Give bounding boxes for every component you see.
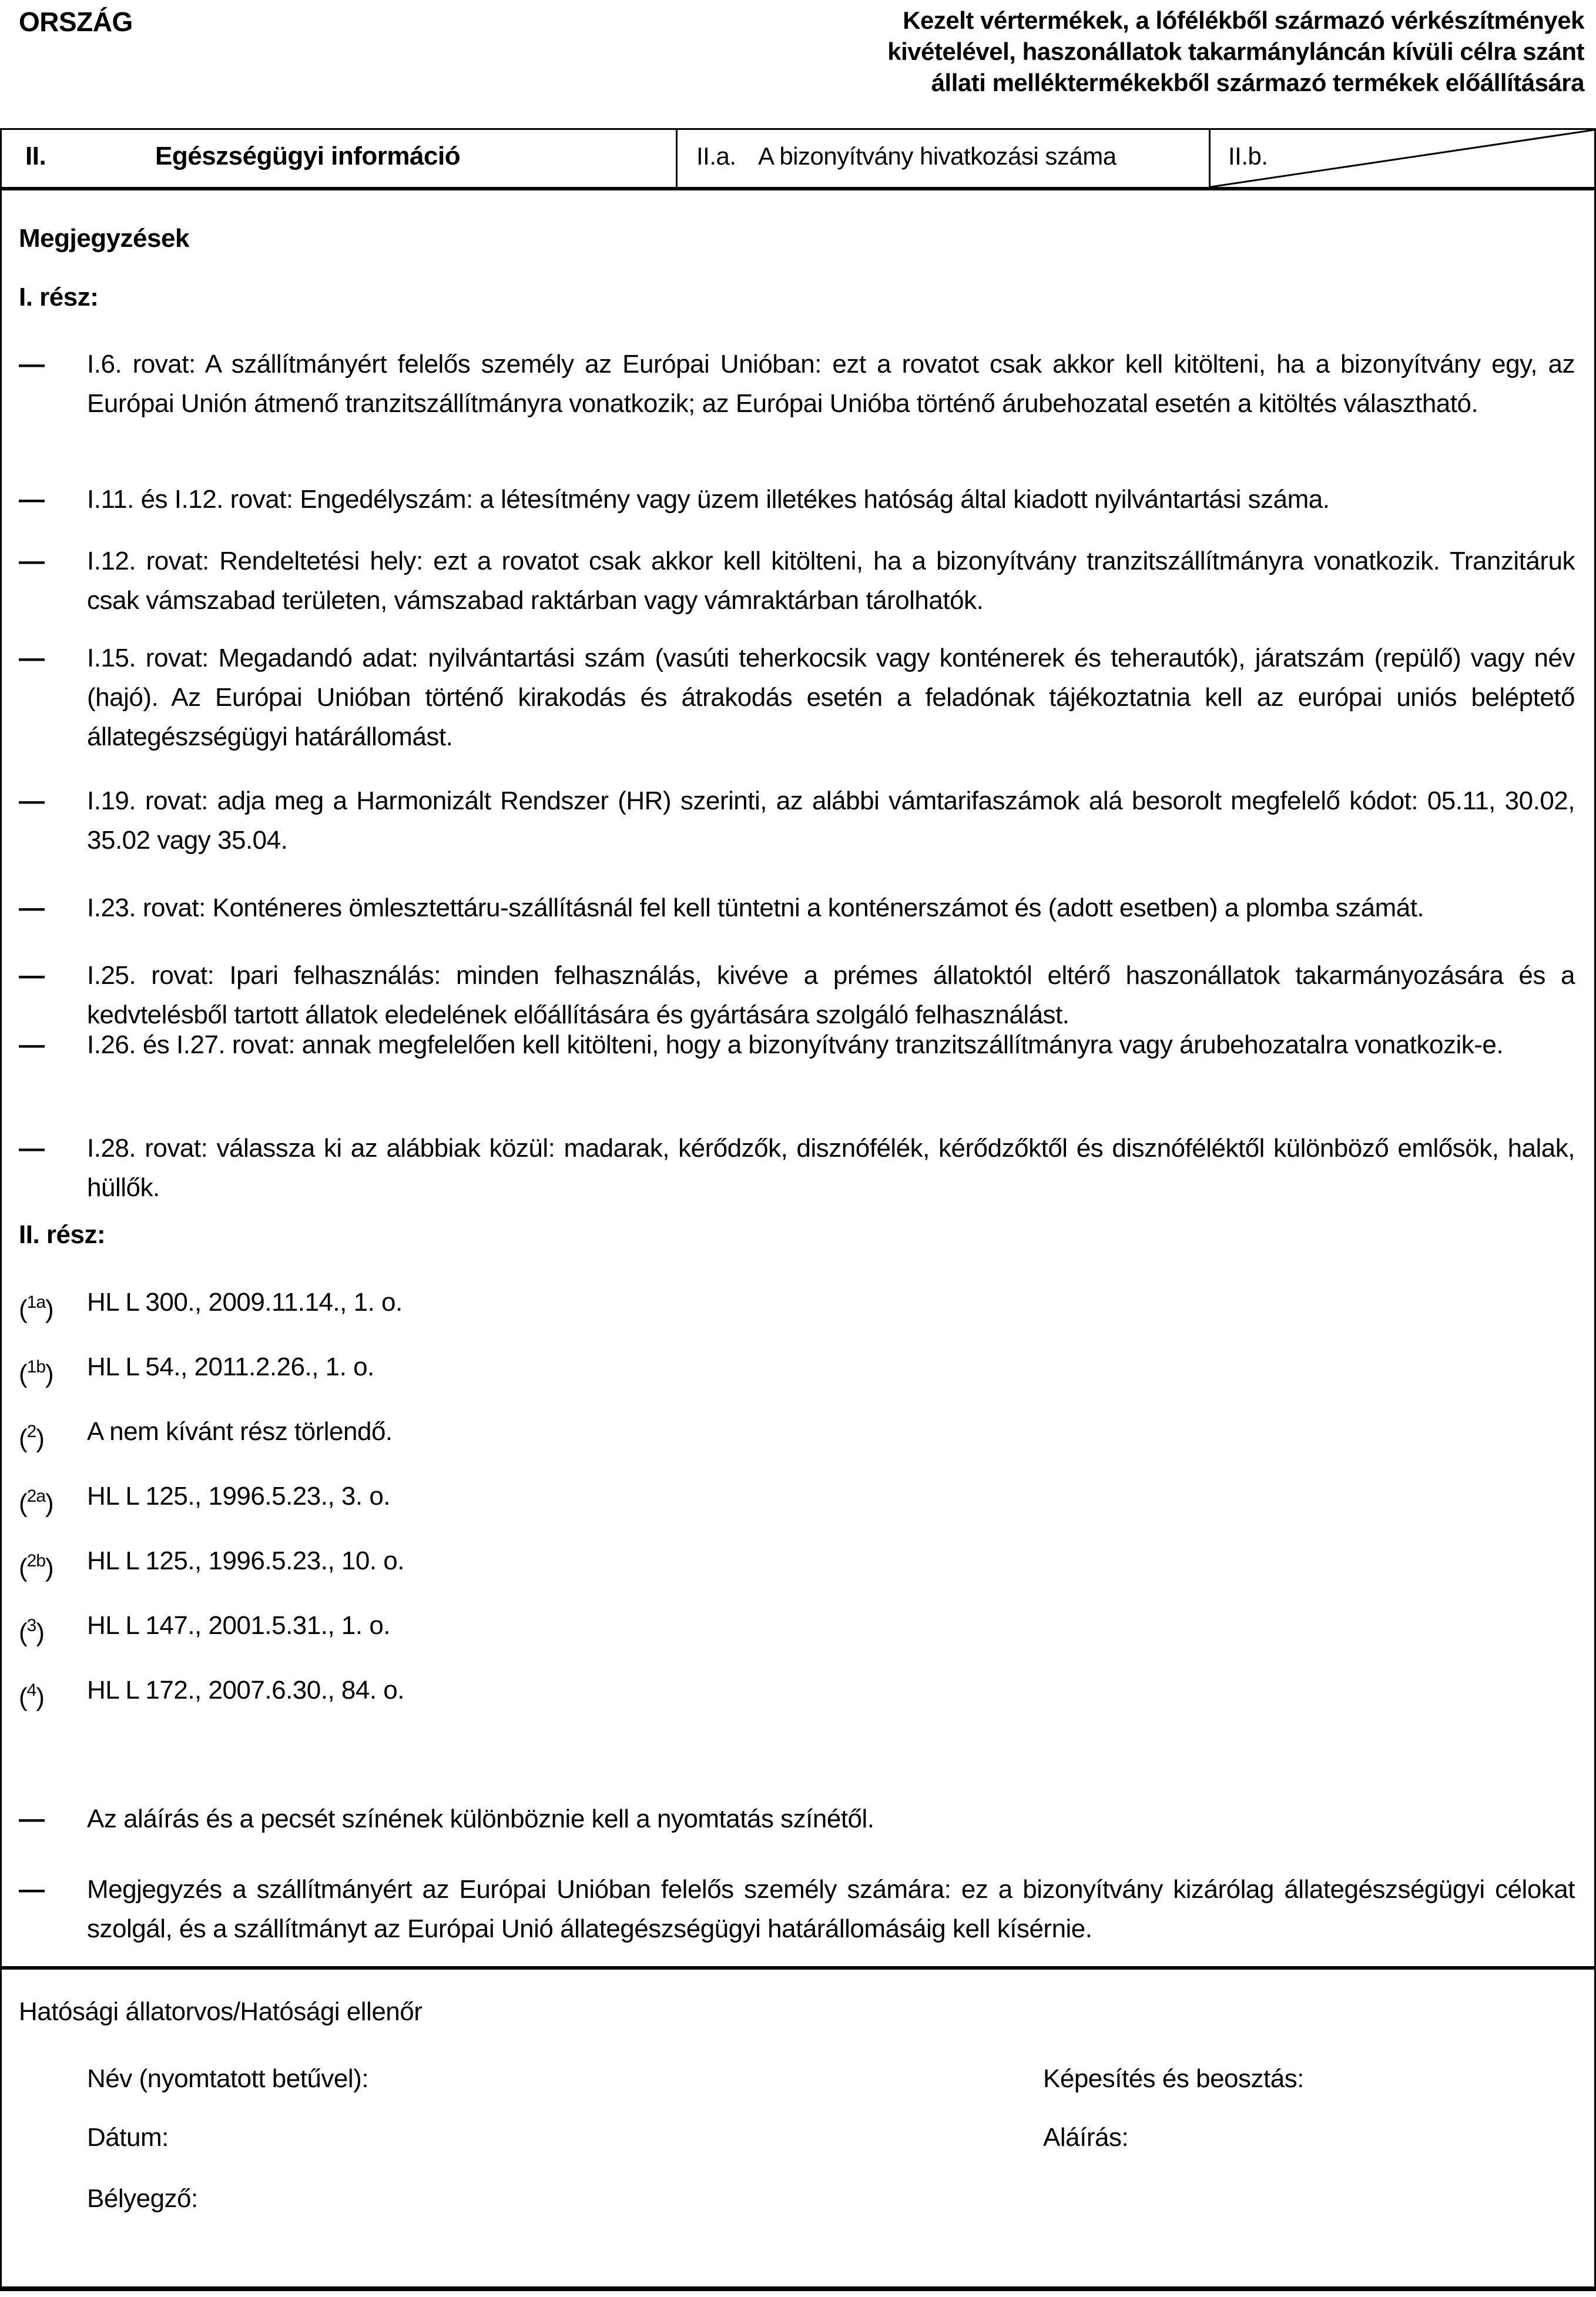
certificate-ref-title: A bizonyítvány hivatkozási száma	[758, 142, 1116, 170]
local-ref-number: II.b.	[1228, 142, 1268, 170]
footnote-marker: ($^{1b}$)	[19, 1357, 53, 1388]
dash-bullet: —	[19, 1134, 45, 1163]
footnote-marker: ($^2$)	[19, 1422, 44, 1453]
dash-bullet: —	[19, 1030, 45, 1059]
note-signature-color: — Az aláírás és a pecsét színének különböznie kell a nyomtatás színétől.	[19, 1799, 1575, 1839]
part2-heading: II. rész:	[19, 1220, 106, 1249]
note-responsible-person: — Megjegyzés a szállítmányért az Európai Unióban felelős személy számára: ez a bizonyítvány kizárólag állategészségügyi célokat szolgál, és a szállítmányt az Európai Unió állategészségügyi határállomásáig kell kísérnie.	[19, 1870, 1575, 1948]
dash-bullet: —	[19, 893, 45, 922]
note-item-i26-i27: — I.26. és I.27. rovat: annak megfelelően kell kitölteni, hogy a bizonyítvány tranzitszállítmányra vagy árubehozatalra vonatkozik-e.	[19, 1025, 1575, 1064]
certificate-ref-number: II.a.	[696, 142, 736, 170]
page-bottom-border	[0, 2286, 1596, 2291]
note-item-i25: — I.25. rovat: Ipari felhasználás: minden felhasználás, kivéve a prémes állatoktól eltérő haszonállatok takarmányozására és a kedvtelésből tartott állatok eledelének előállítására és gyártására szolgáló felhasználást.	[19, 956, 1575, 1034]
date-label: Dátum:	[87, 2123, 169, 2152]
name-label: Név (nyomtatott betűvel):	[87, 2064, 369, 2093]
certificate-ref-cell	[696, 141, 1116, 172]
note-item-i23: — I.23. rovat: Konténeres ömlesztettáru-szállításnál fel kell tüntetni a konténerszámot és (adott esetben) a plomba számát.	[19, 888, 1575, 927]
signature-label: Aláírás:	[1043, 2123, 1129, 2152]
country-label: ORSZÁG	[19, 6, 133, 37]
dash-bullet: —	[19, 961, 45, 990]
note-item-i28: — I.28. rovat: válassza ki az alábbiak közül: madarak, kérődzők, disznófélék, kérődzőktől és disznóféléktől különböző emlősök, halak, hüllők.	[19, 1129, 1575, 1207]
dash-bullet: —	[19, 644, 45, 672]
health-info-cell	[25, 141, 460, 172]
qualification-label: Képesítés és beosztás:	[1043, 2064, 1304, 2093]
dash-bullet: —	[19, 547, 45, 575]
note-item-i15: — I.15. rovat: Megadandó adat: nyilvántartási szám (vasúti teherkocsik vagy konténerek és teherautók), járatszám (repülő) vagy név (hajó). Az Európai Unióban történő kirakodás és átrakodás esetén a feladónak tájékoztatnia kell az európai uniós beléptető állategészségügyi határállomást.	[19, 638, 1575, 756]
part1-heading: I. rész:	[19, 283, 99, 312]
dash-bullet: —	[19, 485, 45, 514]
notes-heading: Megjegyzések	[19, 224, 189, 253]
dash-bullet: —	[19, 350, 45, 379]
note-item-i12: — I.12. rovat: Rendeltetési hely: ezt a rovatot csak akkor kell kitölteni, ha a bizonyítvány tranzitszállítmányra vonatkozik. Tranzitáruk csak vámszabad területen, vámszabad raktárban vagy vámraktárban tárolhatók.	[19, 541, 1575, 620]
note-item-i6: — I.6. rovat: A szállítmányért felelős személy az Európai Unióban: ezt a rovatot csak akkor kell kitölteni, ha a bizonyítvány egy, az Európai Unión átmenő tranzitszállítmányra vonatkozik; az Európai Unióba történő árubehozatal esetén a kitöltés választható.	[19, 344, 1575, 423]
health-info-title: Egészségügyi információ	[155, 142, 461, 170]
dash-bullet: —	[19, 1875, 45, 1904]
dash-bullet: —	[19, 786, 45, 815]
footnote-marker: ($^{2a}$)	[19, 1486, 53, 1518]
stamp-label: Bélyegző:	[87, 2184, 198, 2213]
health-info-number: II.	[25, 142, 46, 170]
note-item-i11: — I.11. és I.12. rovat: Engedélyszám: a létesítmény vagy üzem illetékes hatóság által kiadott nyilvántartási száma.	[19, 480, 1575, 519]
table-bottom-border	[0, 187, 1596, 190]
section-divider	[0, 1966, 1596, 1970]
certificate-page: ORSZÁG Kezelt vértermékek, a lófélékből származó vérkészítmények kivételével, haszonállatok takarmányláncán kívüli célra szánt állati melléktermékekből származó termékek előállítására II. Egészségügyi információ II.a. A bizonyítvány hivatkozási száma II.b. Megjegyzések I. rész: — I.6. rovat: A szállítmányért felelős személy az Európai Unióban: ezt a rovatot csak akkor kell kitölteni, ha a bizonyítvány egy, az Európai Unión átmenő tranzitszállítmányra vonatkozik; az Európai Unióba történő árubehozatal esetén a kitöltés választható. — I.11. és I.12. rovat: Engedélyszám: a létesítmény vagy üzem illetékes hatóság által kiadott nyilvántartási száma. — I.12. rovat: Rendeltetési hely: ezt a rovatot csak akkor kell kitölteni, ha a bizonyítvány tranzitszállítmányra vonatkozik. Tranzitáruk csak vámszabad területen, vámszabad raktárban vagy vámraktárban tárolhatók. — I.15. rovat: Megadandó adat: nyilvántartási szám (vasúti teherkocsik vagy konténerek és teherautók), járatszám (repülő) vagy név (hajó). Az Európai Unióban történő kirakodás és átrakodás esetén a feladónak tájékoztatnia kell az európai uniós beléptető állategészségügyi határállomást. — I.19. rovat: adja meg a Harmonizált Rendszer (HR) szerinti, az alábbi vámtarifaszámok alá besorolt megfelelő kódot: 05.11, 30.02, 35.02 vagy 35.04. — I.23. rovat: Konténeres ömlesztettáru-szállításnál fel kell tüntetni a konténerszámot és (adott esetben) a plomba számát. — I.25. rovat: Ipari felhasználás: minden felhasználás, kivéve a prémes állatoktól eltérő haszonállatok takarmányozására és a kedvtelésből tartott állatok eledelének előállítására és gyártására szolgáló felhasználást. — I.26. és I.27. rovat: annak megfelelően kell kitölteni, hogy a bizonyítvány tranzitszállítmányra vagy árubehozatalra vonatkozik-e. — I.28. rovat: válassza ki az alábbiak közül: madarak, kérődzők, disznófélék, kérődzőktől és disznóféléktől különböző emlősök, halak, hüllők. II. rész: ($^{1a}$) HL L 300., 2009.11.14., 1. o. ($^{1b}$) HL L 54., 2011.2.26., 1. o. ($^2$) A nem kívánt rész törlendő. ($^{2a}$) HL L 125., 1996.5.23., 3. o. ($^{2b}$) HL L 125., 1996.5.23., 10. o. ($^3$) HL L 147., 2001.5.31., 1. o. ($^4$) HL L 172., 2007.6.30., 84. o. — Az aláírás és a pecsét színének különböznie kell a nyomtatás színétől. — Megjegyzés a szállítmányért az Európai Unióban felelős személy számára: ez a bizonyítvány kizárólag állategészségügyi célokat szolgál, és a szállítmányt az Európai Unió állategészségügyi határállomásáig kell kísérnie. Hatósági állatorvos/Hatósági ellenőr Név (nyomtatott betűvel): Képesítés és beosztás: Dátum: Aláírás: Bélyegző:	[0, 0, 1596, 2297]
table-cell-divider-1	[676, 130, 678, 187]
footnote-marker: ($^3$)	[19, 1616, 44, 1647]
certificate-title: Kezelt vértermékek, a lófélékből származó vérkészítmények kivételével, haszonállatok takarmányláncán kívüli célra szánt állati melléktermékekből származó termékek előállítására	[887, 6, 1584, 96]
footnote-marker: ($^{2b}$)	[19, 1551, 53, 1582]
dash-bullet: —	[19, 1804, 45, 1833]
note-item-i19: — I.19. rovat: adja meg a Harmonizált Rendszer (HR) szerinti, az alábbi vámtarifaszámok alá besorolt megfelelő kódot: 05.11, 30.02, 35.02 vagy 35.04.	[19, 781, 1575, 860]
official-vet-heading: Hatósági állatorvos/Hatósági ellenőr	[19, 1997, 423, 2026]
diagonal-strikethrough	[1211, 130, 1594, 187]
footnote-marker: ($^4$)	[19, 1680, 44, 1712]
footnote-marker: ($^{1a}$)	[19, 1293, 53, 1324]
